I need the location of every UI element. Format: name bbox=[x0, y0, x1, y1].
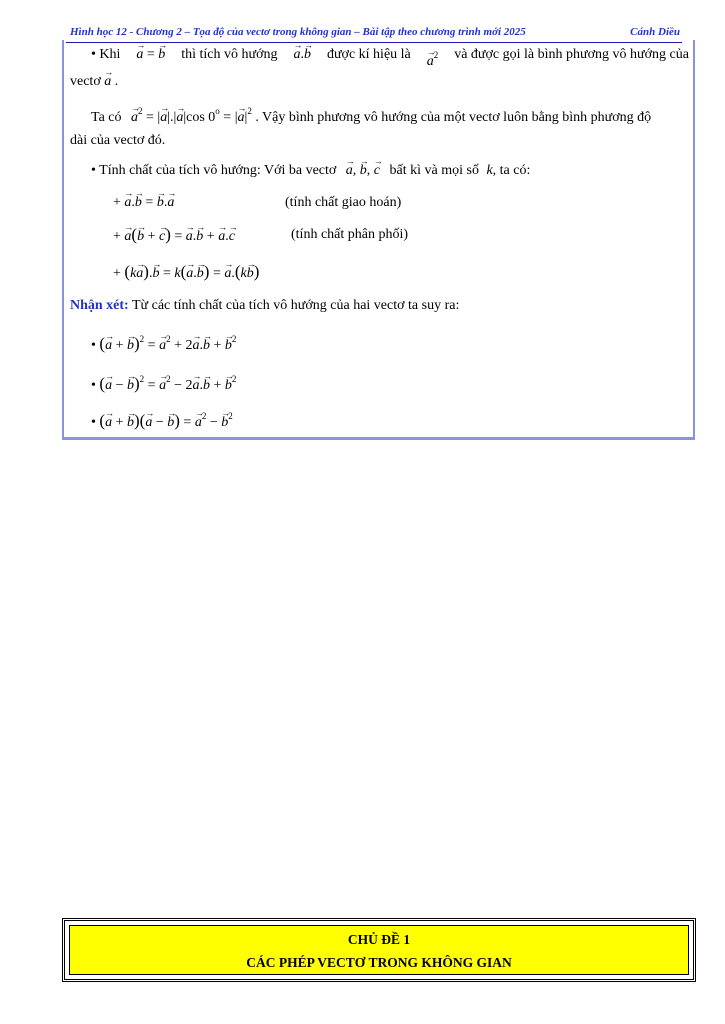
math-ab: → a.→ b bbox=[293, 46, 311, 71]
math-identity: → $a^2$ = |→ a|.|→ a|cos $0^o$ = |→ $a|^2$ bbox=[131, 110, 255, 125]
math-a-squared: → $a^2$ bbox=[427, 46, 439, 71]
banner-topic: CHỦ ĐỀ 1 bbox=[347, 932, 411, 947]
paragraph-4 bbox=[70, 132, 165, 150]
text-dot-product: thì tích vô hướng bbox=[181, 47, 278, 62]
header-title: Hình học 12 - Chương 2 – Tọa độ của vectơ trong không gian – Bài tập theo chương trình mới 2025 bbox=[70, 26, 526, 38]
remark-label: Nhận xét: bbox=[70, 298, 129, 313]
paragraph-5 bbox=[91, 162, 530, 180]
math-a-equals-b: → a = → b bbox=[136, 46, 165, 71]
text-any: bất kì và mọi số bbox=[389, 163, 479, 178]
paragraph-3 bbox=[91, 102, 651, 127]
math-k: k bbox=[486, 163, 493, 178]
math-a: → a bbox=[104, 73, 111, 91]
text-conclusion: . Vậy bình phương vô hướng của một vectơ luôn bằng bình phương độ bbox=[255, 110, 652, 125]
identity-1: • (→ a + → b)$^2$ = → $a^2 + 2\to a.\to b$ + → $b^2$ bbox=[91, 330, 236, 355]
banner-title: CÁC PHÉP VECTƠ TRONG KHÔNG GIAN bbox=[246, 955, 512, 970]
property-distributive-note: (tính chất phân phối) bbox=[291, 227, 409, 242]
text-square: và được gọi là bình phương vô hướng của bbox=[454, 47, 689, 62]
chapter-banner bbox=[62, 918, 696, 982]
property-commutative-note: (tính chất giao hoán) bbox=[285, 195, 402, 210]
math-abc: → a, → b, → c bbox=[346, 163, 380, 178]
text-ta-co: Ta có bbox=[91, 110, 122, 125]
identity-3: • (→ a + → b)(→ a − → b) = → $a^2$ − → $b^2$ bbox=[91, 407, 233, 432]
identity-2: • (→ a − → b)$^2$ = → $a^2 - 2\to a.\to b$ + → $b^2$ bbox=[91, 370, 236, 395]
property-distributive: + → a(→ b + → c) = → a.→ b + → a.→ c bbox=[113, 226, 235, 246]
property-scalar: + (k→ a).→ b = k(→ a.→ b) = → a.(k→ b) bbox=[113, 263, 259, 283]
remark bbox=[70, 297, 459, 315]
property-commutative: + → a.→ b = → b.→ a bbox=[113, 194, 174, 212]
header-book: Cánh Diều bbox=[630, 26, 680, 38]
paragraph-1 bbox=[91, 46, 689, 71]
text-length: dài của vectơ đó. bbox=[70, 133, 166, 148]
banner-fill bbox=[69, 925, 689, 975]
text-vector: vectơ bbox=[70, 74, 101, 89]
paragraph-2: vectơ → a . bbox=[70, 73, 118, 91]
text-we-have: , ta có: bbox=[492, 163, 531, 178]
text-denoted: được kí hiệu là bbox=[326, 47, 411, 62]
text-khi: • Khi bbox=[91, 47, 121, 62]
text-properties: • Tính chất của tích vô hướng: Với ba vectơ bbox=[91, 163, 337, 178]
remark-text: Từ các tính chất của tích vô hướng của hai vectơ ta suy ra: bbox=[131, 298, 460, 313]
